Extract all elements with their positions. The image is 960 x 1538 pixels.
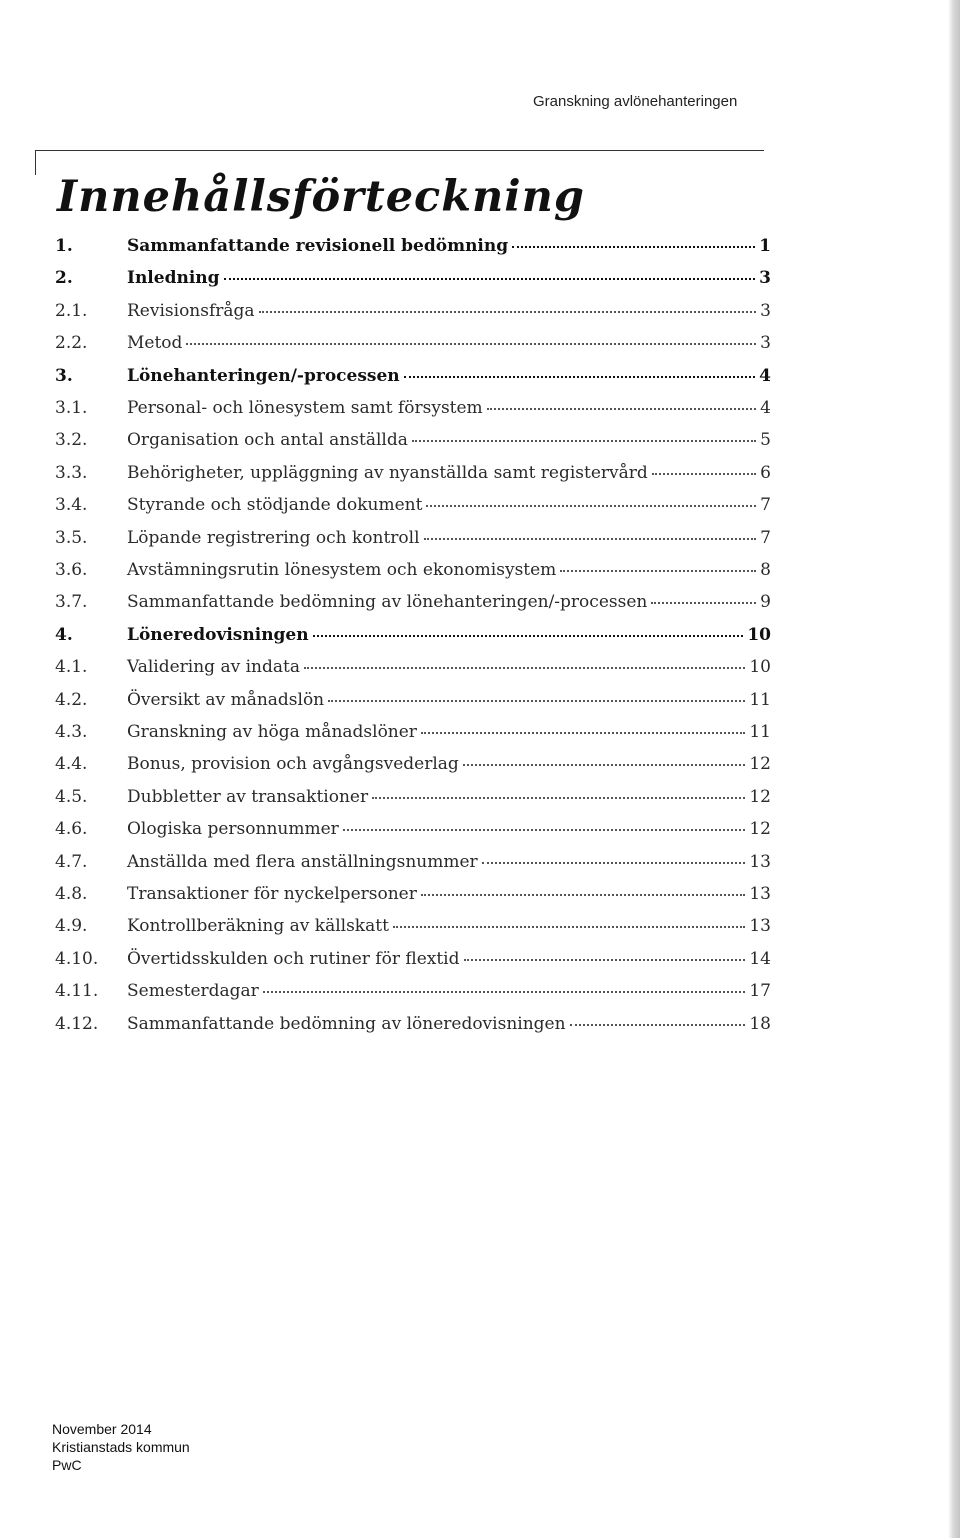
- toc-entry-number: 2.1.: [55, 300, 88, 321]
- toc-entry[interactable]: [55, 495, 771, 527]
- header-rule: [35, 150, 764, 151]
- toc-entry[interactable]: [55, 657, 771, 689]
- toc-dot-leader: [652, 472, 756, 475]
- toc-entry-number: 4.5.: [55, 786, 88, 807]
- toc-entry-number: 4.8.: [55, 884, 88, 904]
- toc-entry-number: 4.3.: [55, 722, 88, 742]
- toc-entry-number: 4.: [55, 624, 73, 645]
- toc-entry-number: 3.5.: [55, 527, 88, 548]
- toc-entry-title: Semesterdagar: [127, 981, 259, 1002]
- toc-dot-leader: [487, 407, 756, 410]
- toc-entry-number: 4.6.: [55, 819, 88, 840]
- toc-dot-leader: [570, 1023, 746, 1026]
- toc-entry-number: 4.11.: [55, 981, 99, 1002]
- toc-entry-page-number: 3: [760, 300, 771, 321]
- toc-dot-leader: [343, 828, 746, 831]
- toc-dot-leader: [512, 245, 755, 248]
- toc-entry[interactable]: [55, 1014, 771, 1046]
- toc-entry-title: Personal- och lönesystem samt försystem: [127, 398, 483, 418]
- toc-dot-leader: [186, 342, 756, 345]
- toc-entry-title: Sammanfattande bedömning av löneredovisningen: [127, 1013, 566, 1034]
- toc-entry-page-number: 18: [749, 1013, 771, 1034]
- toc-entry-title: Styrande och stödjande dokument: [127, 495, 423, 516]
- toc-entry-page-number: 5: [760, 430, 771, 451]
- toc-entry-page-number: 3: [760, 333, 771, 354]
- toc-entry-title: Bonus, provision och avgångsvederlag: [127, 754, 459, 775]
- toc-entry-number: 3.: [55, 365, 73, 386]
- toc-dot-leader: [313, 634, 744, 637]
- toc-entry-number: 4.1.: [55, 657, 88, 678]
- toc-entry-number: 1.: [55, 236, 73, 256]
- toc-entry[interactable]: [55, 722, 771, 754]
- toc-dot-leader: [259, 310, 757, 313]
- toc-title: Innehållsförteckning: [57, 172, 585, 222]
- toc-entry-title: Sammanfattande bedömning av lönehanteringen/-processen: [127, 592, 648, 613]
- toc-entry-page-number: 6: [760, 462, 771, 483]
- toc-dot-leader: [328, 699, 745, 702]
- toc-entry-page-number: 12: [749, 786, 771, 807]
- toc-entry-page-number: 13: [749, 851, 771, 872]
- toc-entry-page-number: 8: [760, 560, 771, 580]
- toc-dot-leader: [372, 796, 745, 799]
- toc-entry-page-number: 17: [749, 981, 771, 1002]
- toc-entry[interactable]: [55, 333, 771, 365]
- toc-entry[interactable]: [55, 852, 771, 884]
- toc-entry[interactable]: [55, 949, 771, 981]
- toc-entry-number: 4.9.: [55, 916, 88, 937]
- toc-entry-title: Ologiska personnummer: [127, 819, 339, 840]
- toc-dot-leader: [560, 569, 756, 572]
- toc-entry[interactable]: [55, 463, 771, 495]
- toc-entry[interactable]: [55, 690, 771, 722]
- toc-dot-leader: [651, 601, 756, 604]
- toc-entry[interactable]: [55, 366, 771, 398]
- toc-entry-page-number: 1: [759, 236, 771, 256]
- toc-entry-page-number: 12: [749, 754, 771, 775]
- toc-entry-title: Granskning av höga månadslöner: [127, 722, 417, 742]
- toc-entry[interactable]: [55, 625, 771, 657]
- toc-entry-page-number: 10: [747, 624, 771, 645]
- toc-entry-number: 3.2.: [55, 430, 88, 451]
- toc-entry[interactable]: [55, 884, 771, 916]
- toc-entry-page-number: 13: [749, 884, 771, 904]
- toc-entry-title: Löpande registrering och kontroll: [127, 527, 420, 548]
- running-header: Granskning avlönehanteringen: [533, 93, 738, 110]
- toc-dot-leader: [412, 439, 756, 442]
- toc-entry-page-number: 4: [760, 398, 771, 418]
- toc-entry-title: Behörigheter, uppläggning av nyanställda samt registervård: [127, 462, 648, 483]
- toc-entry-title: Översikt av månadslön: [127, 689, 325, 710]
- toc-dot-leader: [424, 537, 757, 540]
- toc-entry-title: Anställda med flera anställningsnummer: [127, 851, 478, 872]
- footer-date: November 2014: [52, 1421, 152, 1437]
- toc-entry-page-number: 7: [760, 527, 771, 548]
- toc-dot-leader: [404, 375, 756, 378]
- toc-entry-page-number: 12: [749, 819, 771, 840]
- toc-entry-title: Metod: [127, 333, 183, 354]
- toc-entry-number: 3.1.: [55, 398, 88, 418]
- toc-dot-leader: [224, 277, 756, 280]
- toc-entry-number: 4.10.: [55, 948, 99, 969]
- toc-entry-number: 4.2.: [55, 689, 88, 710]
- toc-entry-title: Sammanfattande revisionell bedömning: [127, 236, 509, 256]
- toc-entry[interactable]: [55, 430, 771, 462]
- toc-dot-leader: [304, 666, 745, 669]
- toc-entry-title: Inledning: [127, 268, 220, 289]
- toc-dot-leader: [426, 504, 756, 507]
- toc-dot-leader: [421, 731, 745, 734]
- toc-dot-leader: [464, 958, 746, 961]
- toc-entry-title: Validering av indata: [127, 657, 300, 678]
- toc-entry-page-number: 7: [760, 495, 771, 516]
- toc-entry-number: 2.: [55, 268, 73, 289]
- toc-entry[interactable]: [55, 268, 771, 300]
- toc-entry-number: 4.4.: [55, 754, 88, 775]
- toc-entry-page-number: 10: [749, 657, 771, 678]
- toc-entry-number: 4.12.: [55, 1013, 99, 1034]
- toc-entry-page-number: 11: [749, 689, 771, 710]
- toc-entry-title: Övertidsskulden och rutiner för flextid: [127, 948, 460, 969]
- toc-entry[interactable]: [55, 528, 771, 560]
- toc-dot-leader: [263, 990, 746, 993]
- toc-entry[interactable]: [55, 301, 771, 333]
- toc-entry-page-number: 13: [749, 916, 771, 937]
- toc-entry-title: Lönehanteringen/-processen: [127, 365, 400, 386]
- toc-entry[interactable]: [55, 787, 771, 819]
- toc-entry-title: Avstämningsrutin lönesystem och ekonomisystem: [127, 560, 557, 580]
- toc-entry-title: Organisation och antal anställda: [127, 430, 408, 451]
- toc-entry-number: 3.7.: [55, 592, 88, 613]
- toc-dot-leader: [463, 763, 746, 766]
- footer: [52, 1420, 190, 1474]
- toc-entry[interactable]: [55, 592, 771, 624]
- header-rule-tick: [35, 150, 36, 175]
- toc-entry-page-number: 3: [759, 268, 771, 289]
- toc-entry[interactable]: [55, 819, 771, 851]
- toc-entry-title: Transaktioner för nyckelpersoner: [127, 884, 417, 904]
- footer-firm: PwC: [52, 1457, 82, 1473]
- toc-entry-number: 4.7.: [55, 851, 88, 872]
- toc-dot-leader: [393, 925, 745, 928]
- toc-entry-page-number: 9: [760, 592, 771, 613]
- toc-entry-title: Löneredovisningen: [127, 624, 309, 645]
- toc-entry-title: Revisionsfråga: [127, 300, 255, 321]
- toc-entry-page-number: 4: [759, 365, 771, 386]
- page-edge-shadow: [948, 0, 960, 1538]
- toc-entry[interactable]: [55, 560, 771, 592]
- toc-entry-number: 2.2.: [55, 333, 88, 354]
- toc-entry[interactable]: [55, 916, 771, 948]
- toc-dot-leader: [482, 861, 746, 864]
- toc-entry[interactable]: [55, 236, 771, 268]
- toc-entry-page-number: 14: [749, 948, 771, 969]
- toc-entry-number: 3.6.: [55, 560, 88, 580]
- toc-entry[interactable]: [55, 398, 771, 430]
- toc-entry-number: 3.4.: [55, 495, 88, 516]
- toc-entry[interactable]: [55, 981, 771, 1013]
- toc-entry-page-number: 11: [749, 722, 771, 742]
- toc-entry-title: Dubbletter av transaktioner: [127, 786, 369, 807]
- toc-entry-title: Kontrollberäkning av källskatt: [127, 916, 389, 937]
- toc-entry[interactable]: [55, 754, 771, 786]
- footer-organization: Kristianstads kommun: [52, 1439, 190, 1455]
- toc-entry-number: 3.3.: [55, 462, 88, 483]
- toc-dot-leader: [421, 893, 746, 896]
